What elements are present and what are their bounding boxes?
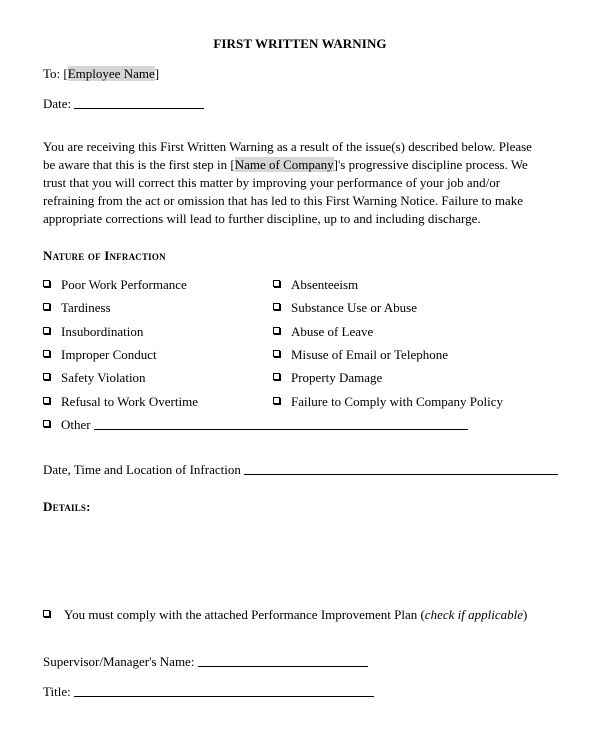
checkbox-poor-work-performance[interactable] <box>43 277 187 293</box>
checkbox-label: Misuse of Email or Telephone <box>291 347 448 362</box>
supervisor-label: Supervisor/Manager's Name: <box>43 654 198 669</box>
checkbox-icon[interactable] <box>43 420 50 427</box>
checkbox-improper-conduct[interactable] <box>43 347 157 363</box>
checkbox-label: Abuse of Leave <box>291 324 374 339</box>
pip-close: ) <box>522 607 528 622</box>
checkbox-substance-use-or-abuse[interactable] <box>273 300 417 316</box>
checkbox-icon[interactable] <box>273 327 280 334</box>
title-field[interactable] <box>74 685 374 697</box>
pip-text: You must comply with the attached Performance Improvement Plan ( <box>64 607 425 622</box>
supervisor-name-field[interactable] <box>198 655 368 667</box>
other-field[interactable] <box>94 418 468 430</box>
checkbox-icon[interactable] <box>43 350 50 357</box>
checkbox-label: Refusal to Work Overtime <box>61 394 198 409</box>
intro-line2-prefix: be aware that this is the first step in [ <box>43 157 235 172</box>
intro-paragraph <box>43 138 563 228</box>
checkbox-label: Substance Use or Abuse <box>291 300 418 315</box>
checkbox-performance-improvement-plan[interactable] <box>43 607 527 623</box>
checkbox-icon[interactable] <box>43 303 50 310</box>
title-label: Title: <box>43 684 74 699</box>
checkbox-label: Property Damage <box>291 370 383 385</box>
checkbox-label: Tardiness <box>61 300 111 315</box>
other-label: Other <box>61 417 94 432</box>
checkbox-safety-violation[interactable] <box>43 370 146 386</box>
checkbox-icon[interactable] <box>43 327 50 334</box>
date-time-location-label: Date, Time and Location of Infraction <box>43 462 245 477</box>
date-time-location-line <box>43 462 558 478</box>
checkbox-other[interactable] <box>43 417 468 433</box>
checkbox-abuse-of-leave[interactable] <box>273 324 373 340</box>
intro-line2-suffix: ]'s progressive discipline process. We <box>333 157 528 172</box>
checkbox-property-damage[interactable] <box>273 370 382 386</box>
checkbox-icon[interactable] <box>273 303 280 310</box>
checkbox-failure-to-comply[interactable] <box>273 394 503 410</box>
document-title: FIRST WRITTEN WARNING <box>213 36 387 51</box>
checkbox-icon[interactable] <box>273 280 280 287</box>
checkbox-label: Safety Violation <box>61 370 146 385</box>
checkbox-icon[interactable] <box>273 373 280 380</box>
checkbox-label: Poor Work Performance <box>61 277 187 292</box>
to-close: ] <box>154 66 160 81</box>
checkbox-icon[interactable] <box>43 397 50 404</box>
checkbox-tardiness[interactable] <box>43 300 111 316</box>
date-label: Date: <box>43 96 75 111</box>
checkbox-absenteeism[interactable] <box>273 277 358 293</box>
checkbox-icon[interactable] <box>43 610 50 617</box>
to-line <box>43 66 159 82</box>
intro-line: trust that you will correct this matter by improving your performance of your job and/or <box>43 175 501 190</box>
nature-of-infraction-heading: Nature of Infraction <box>43 248 166 263</box>
checkbox-misuse-of-email-or-telephone[interactable] <box>273 347 448 363</box>
intro-line: refraining from the act or omission that has led to this First Warning Notice. Failure to make <box>43 193 523 208</box>
checkbox-label: Failure to Comply with Company Policy <box>291 394 503 409</box>
date-field[interactable] <box>74 97 204 109</box>
date-line <box>43 96 204 112</box>
intro-line <box>43 156 563 174</box>
checkbox-label: Improper Conduct <box>61 347 157 362</box>
details-heading: Details: <box>43 499 91 514</box>
checkbox-icon[interactable] <box>273 397 280 404</box>
date-time-location-field[interactable] <box>244 463 558 475</box>
pip-italic: check if applicable <box>424 607 523 622</box>
checkbox-label: Absenteeism <box>291 277 359 292</box>
checkbox-label: Insubordination <box>61 324 144 339</box>
to-label: To: [ <box>43 66 68 81</box>
checkbox-insubordination[interactable] <box>43 324 143 340</box>
checkbox-refusal-to-work-overtime[interactable] <box>43 394 198 410</box>
checkbox-icon[interactable] <box>43 373 50 380</box>
intro-line: You are receiving this First Written Warning as a result of the issue(s) described below. Please <box>43 139 532 154</box>
title-line <box>43 684 374 700</box>
checkbox-icon[interactable] <box>43 280 50 287</box>
employee-name-field[interactable]: Employee Name <box>67 66 155 81</box>
company-name-field[interactable]: Name of Company <box>234 157 334 172</box>
intro-line: appropriate corrections will lead to further discipline, up to and including discharge. <box>43 211 481 226</box>
checkbox-icon[interactable] <box>273 350 280 357</box>
supervisor-line <box>43 654 368 670</box>
